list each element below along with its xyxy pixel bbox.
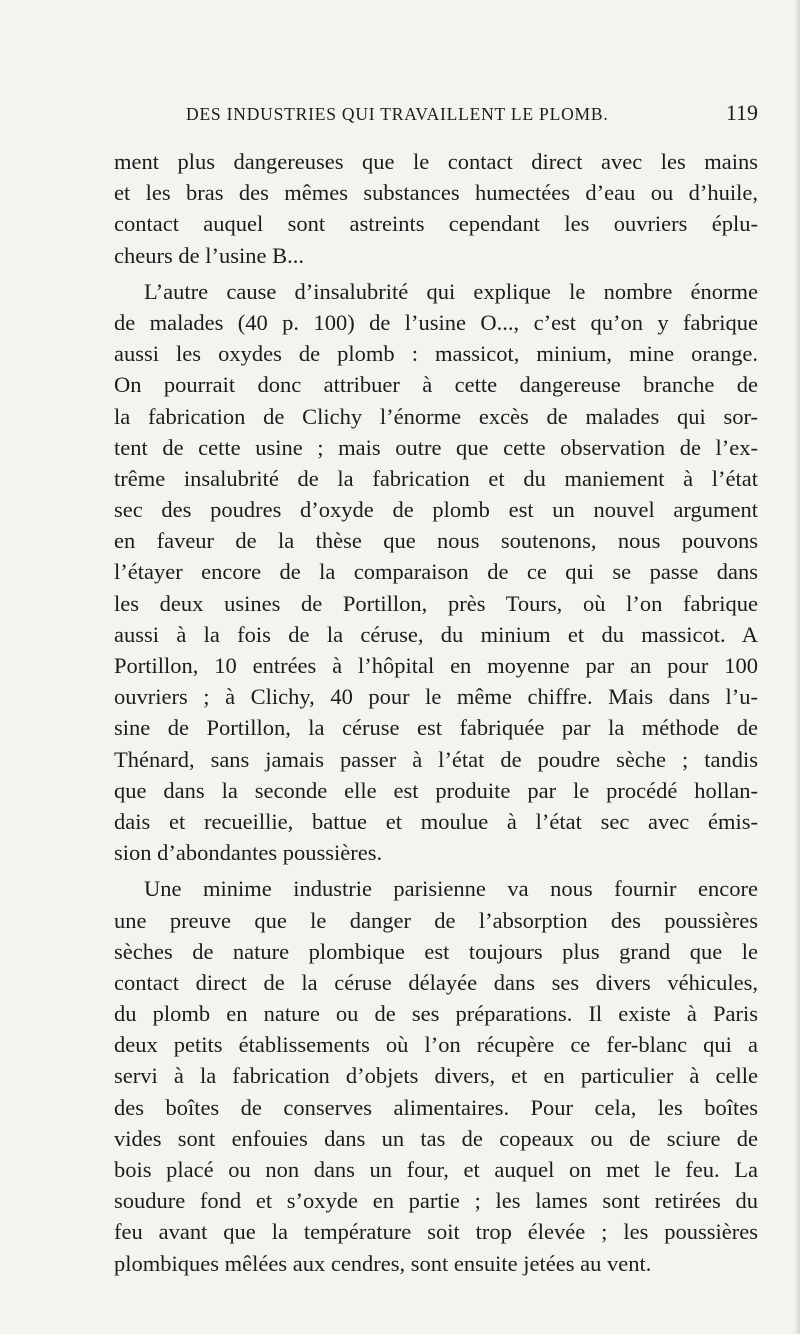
text-line: sion d’abondantes poussières. bbox=[114, 840, 383, 866]
text-line: la fabrication de Clichy l’énorme excès de malades qui sor- bbox=[114, 403, 758, 429]
text-line: ment plus dangereuses que le contact direct avec les mains bbox=[114, 149, 758, 174]
text-line: vides sont enfouies dans un tas de copeaux ou de sciure de bbox=[114, 1125, 758, 1151]
text-line: servi à la fabrication d’objets divers, et en particulier à celle bbox=[114, 1063, 758, 1089]
text-line: du plomb en nature ou de ses préparations. Il existe à Paris bbox=[114, 1001, 758, 1027]
page-number: 119 bbox=[725, 100, 758, 125]
paragraph-1 bbox=[114, 146, 758, 271]
text-line: les deux usines de Portillon, près Tours, où l’on fabrique bbox=[114, 590, 758, 616]
text-line: de malades (40 p. 100) de l’usine O..., c’est qu’on y fabrique bbox=[114, 309, 758, 335]
text-line: deux petits établissements où l’on récupère ce fer-blanc qui a bbox=[114, 1032, 758, 1058]
text-line: une preuve que le danger de l’absorption des poussières bbox=[114, 907, 758, 933]
text-line: On pourrait donc attribuer à cette dangereuse branche de bbox=[114, 372, 758, 398]
paragraph-2 bbox=[114, 276, 758, 869]
text-line: Portillon, 10 entrées à l’hôpital en moyenne par an pour 100 bbox=[114, 653, 758, 678]
text-line: que dans la seconde elle est produite par le procédé hollan- bbox=[114, 777, 758, 803]
text-line: des boîtes de conserves alimentaires. Pour cela, les boîtes bbox=[114, 1094, 758, 1120]
text-line: sec des poudres d’oxyde de plomb est un nouvel argument bbox=[114, 497, 758, 523]
text-line: Thénard, sans jamais passer à l’état de poudre sèche ; tandis bbox=[114, 746, 758, 772]
text-line: aussi les oxydes de plomb : massicot, minium, mine orange. bbox=[114, 341, 758, 367]
text-line: plombiques mêlées aux cendres, sont ensuite jetées au vent. bbox=[114, 1250, 652, 1276]
text-line: tent de cette usine ; mais outre que cette observation de l’ex- bbox=[114, 434, 758, 460]
text-line: aussi à la fois de la céruse, du minium et du massicot. A bbox=[114, 621, 758, 647]
running-head bbox=[186, 100, 758, 132]
text-line: cheurs de l’usine B... bbox=[114, 242, 304, 268]
running-title: DES INDUSTRIES QUI TRAVAILLENT LE PLOMB. bbox=[186, 104, 609, 124]
text-line: L’autre cause d’insalubrité qui explique le nombre énorme bbox=[144, 278, 758, 304]
text-line: feu avant que la température soit trop élevée ; les poussières bbox=[114, 1219, 758, 1245]
text-line: ouvriers ; à Clichy, 40 pour le même chiffre. Mais dans l’u- bbox=[114, 684, 758, 710]
text-line: sèches de nature plombique est toujours plus grand que le bbox=[114, 938, 758, 964]
page-edge-shadow bbox=[794, 0, 800, 1334]
text-line: contact auquel sont astreints cependant les ouvriers éplu- bbox=[114, 211, 758, 237]
text-line: et les bras des mêmes substances humectées d’eau ou d’huile, bbox=[114, 180, 758, 206]
paragraph-3 bbox=[114, 873, 758, 1278]
body-text bbox=[114, 146, 758, 1279]
text-line: dais et recueillie, battue et moulue à l’état sec avec émis- bbox=[114, 808, 758, 834]
text-line: sine de Portillon, la céruse est fabriquée par la méthode de bbox=[114, 715, 758, 741]
text-line: l’étayer encore de la comparaison de ce qui se passe dans bbox=[114, 559, 758, 585]
text-line: contact direct de la céruse délayée dans ses divers véhicules, bbox=[114, 969, 758, 995]
text-line: bois placé ou non dans un four, et auquel on met le feu. La bbox=[114, 1157, 758, 1182]
text-line: Une minime industrie parisienne va nous fournir encore bbox=[144, 876, 758, 902]
text-line: trême insalubrité de la fabrication et du maniement à l’état bbox=[114, 465, 758, 491]
text-line: en faveur de la thèse que nous soutenons, nous pouvons bbox=[114, 528, 758, 554]
text-line: soudure fond et s’oxyde en partie ; les lames sont retirées du bbox=[114, 1188, 758, 1214]
